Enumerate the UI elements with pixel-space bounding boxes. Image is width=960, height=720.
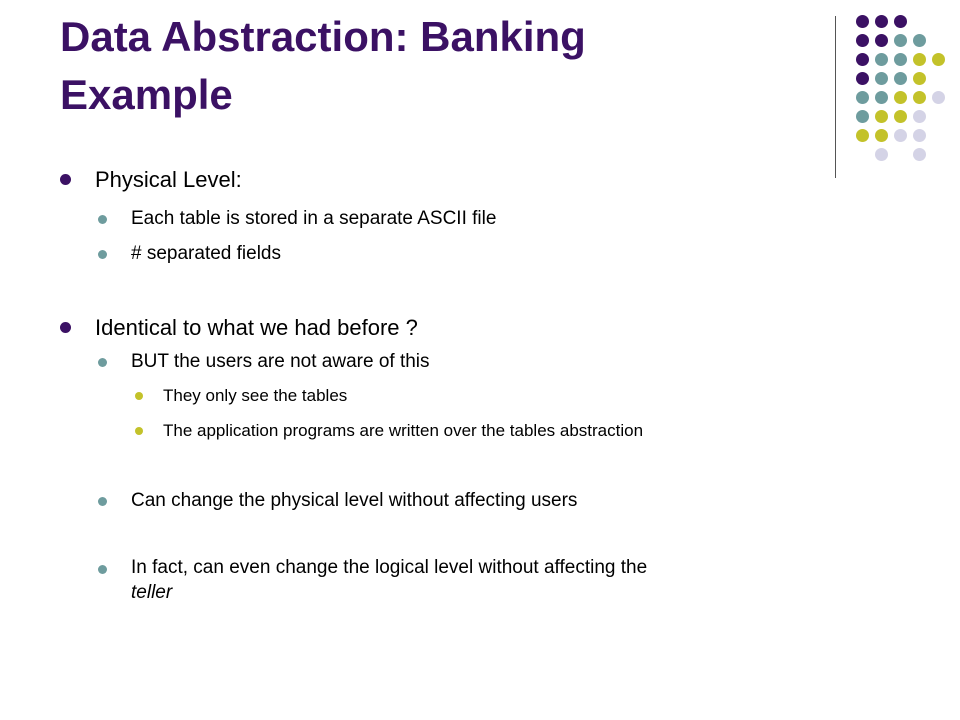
bullet-marker	[98, 215, 107, 224]
decor-dot	[875, 72, 888, 85]
decor-dot	[875, 53, 888, 66]
decor-dot	[913, 148, 926, 161]
decor-dot	[856, 15, 869, 28]
decor-dot	[875, 148, 888, 161]
decor-dot	[856, 91, 869, 104]
decor-dot	[932, 53, 945, 66]
slide-title-line-2: Example	[60, 71, 233, 118]
decor-dot	[894, 110, 907, 123]
decor-dot	[932, 91, 945, 104]
bullet-marker	[135, 427, 143, 435]
bullet-item: # separated fields	[131, 243, 281, 264]
bullet-item: Can change the physical level without affecting users	[131, 490, 578, 511]
decor-dot	[875, 34, 888, 47]
decor-dot	[894, 129, 907, 142]
decor-dot	[894, 15, 907, 28]
bullet-marker	[98, 565, 107, 574]
decor-dot	[894, 34, 907, 47]
divider-line	[835, 16, 836, 178]
slide-title	[60, 8, 760, 124]
decor-dot	[875, 15, 888, 28]
decor-dot	[913, 72, 926, 85]
decor-dot	[913, 110, 926, 123]
decor-dot	[894, 91, 907, 104]
decor-dot	[913, 129, 926, 142]
bullet-marker	[98, 358, 107, 367]
decor-dot	[856, 72, 869, 85]
decor-dot	[875, 110, 888, 123]
decor-dot	[856, 110, 869, 123]
decor-dot	[875, 91, 888, 104]
bullet-item: Physical Level:	[95, 167, 242, 192]
decor-dot	[875, 129, 888, 142]
bullet-item: The application programs are written over the tables abstraction	[163, 421, 644, 440]
decor-dot	[913, 91, 926, 104]
bullet-item: Identical to what we had before ?	[95, 315, 418, 340]
decor-dot	[913, 53, 926, 66]
decor-dot	[913, 34, 926, 47]
bullet-item: In fact, can even change the logical level without affecting the	[131, 557, 648, 578]
bullet-item: They only see the tables	[163, 386, 348, 405]
bullet-marker	[135, 392, 143, 400]
bullet-item: Each table is stored in a separate ASCII file	[131, 208, 497, 229]
decor-dot	[856, 129, 869, 142]
decor-dot	[894, 53, 907, 66]
bullet-marker	[98, 250, 107, 259]
decor-dot	[894, 72, 907, 85]
bullet-marker	[98, 497, 107, 506]
decor-dot	[856, 53, 869, 66]
bullet-item: BUT the users are not aware of this	[131, 351, 430, 372]
decor-dot	[856, 34, 869, 47]
bullet-marker	[60, 174, 71, 185]
bullet-marker	[60, 322, 71, 333]
bullet-item-emphasis: teller	[131, 582, 173, 603]
slide-title-line-1: Data Abstraction: Banking	[60, 13, 586, 60]
